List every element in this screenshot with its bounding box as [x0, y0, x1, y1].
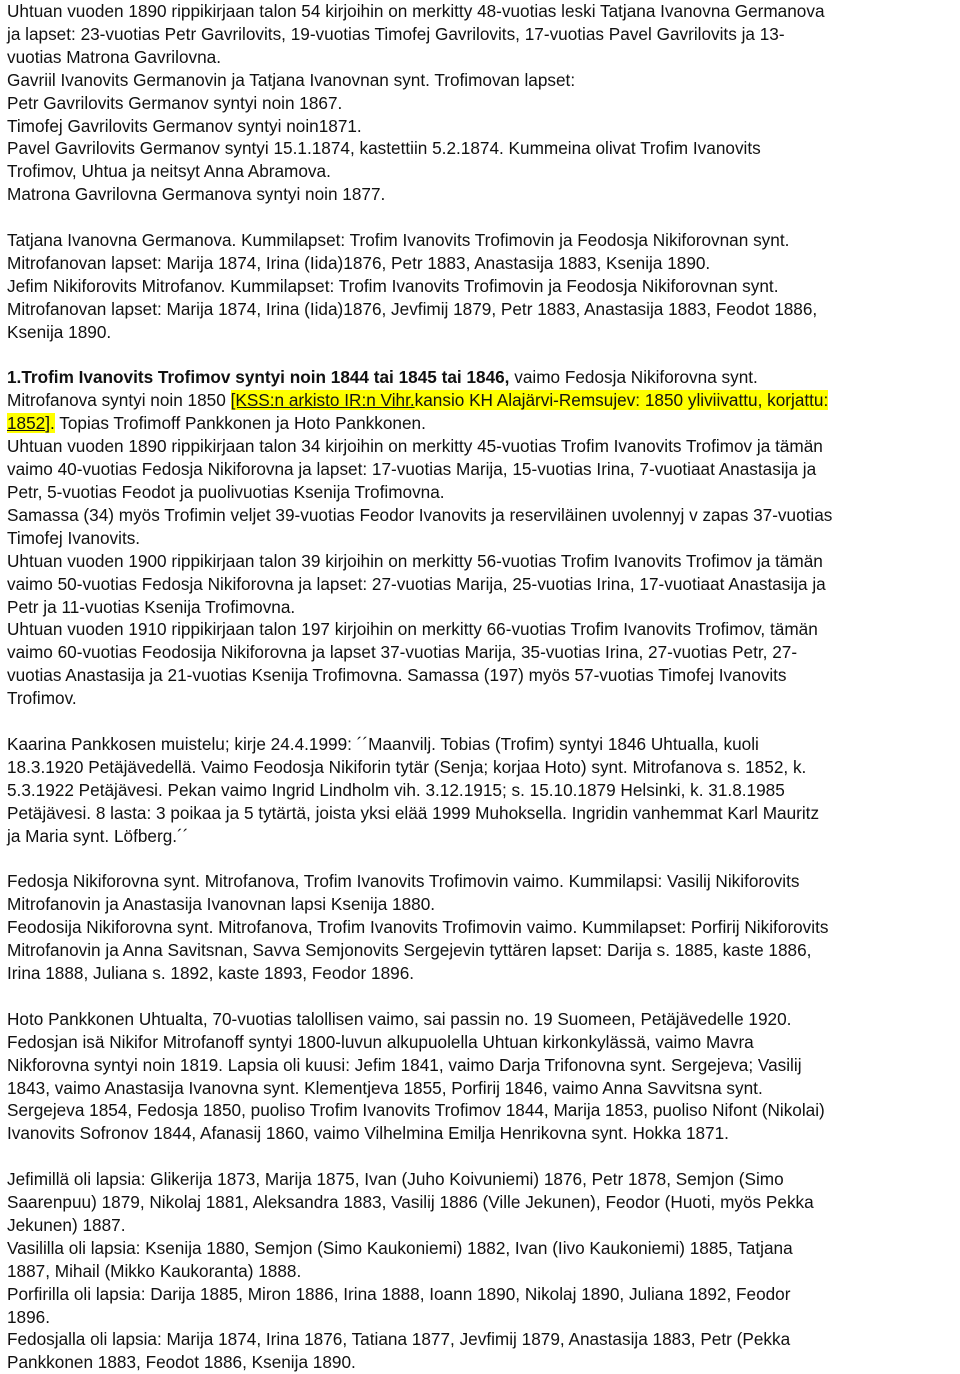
text-line: 18.3.1920 Petäjävedellä. Vaimo Feodosja Nikiforin tytär (Senja; korjaa Hoto) synt. Mitrofanova s. 1852, k.: [7, 756, 807, 777]
text-fragment: vaimo Fedosja Nikiforovna synt.: [509, 367, 758, 388]
trofim-heading-line: [7, 366, 957, 389]
text-line: vuotias Matrona Gavrilovna.: [7, 46, 221, 67]
paragraph-gap: [7, 206, 957, 229]
text-line: Uhtuan vuoden 1890 rippikirjaan talon 34 kirjoihin on merkitty 45-vuotias Trofim Ivanovits Trofimov ja tämän: [7, 436, 823, 457]
highlighted-note: kansio KH Alajärvi-Remsujev: 1850 yliviivattu, korjattu:: [414, 390, 829, 411]
document-page: [7, 0, 957, 1374]
letter-section: [7, 733, 957, 848]
text-line: Hoto Pankkonen Uhtualta, 70-vuotias talollisen vaimo, sai passin no. 19 Suomeen, Petäjävedelle 1920.: [7, 1008, 792, 1029]
highlighted-year: 1852: [7, 413, 46, 434]
text-line: Uhtuan vuoden 1900 rippikirjaan talon 39 kirjoihin on merkitty 56-vuotias Trofim Ivanovits Trofimov ja tämän: [7, 550, 823, 571]
text-line: Ksenija 1890.: [7, 321, 112, 342]
text-line: Pavel Gavrilovits Germanov syntyi 15.1.1874, kastettiin 5.2.1874. Kummeina olivat Trofim Ivanovits: [7, 138, 761, 159]
text-line: vaimo 60-vuotias Feodosija Nikiforovna ja lapset 37-vuotias Marija, 35-vuotias Irina, 27-vuotias Petr, 27-: [7, 642, 798, 663]
highlighted-note: ].: [45, 413, 55, 434]
text-line: Ivanovits Sofronov 1844, Afanasij 1860, vaimo Vilhelmina Emilja Henrikovna synt. Hokka 1871.: [7, 1123, 729, 1144]
text-line: Jefim Nikiforovits Mitrofanov. Kummilapset: Trofim Ivanovits Trofimovin ja Feodosja Nikiforovnan synt.: [7, 275, 779, 296]
text-line: Fedosjalla oli lapsia: Marija 1874, Irina 1876, Tatiana 1877, Jevfimij 1879, Anastasija 1883, Petr (Pekka: [7, 1329, 791, 1350]
highlighted-source-ref: [KSS:n arkisto IR:n Vihr.: [230, 390, 415, 411]
text-line: Porfirilla oli lapsia: Darija 1885, Miron 1886, Irina 1888, Ioann 1890, Nikolaj 1890, Juliana 1892, Feodor: [7, 1283, 791, 1304]
text-line: vuotias Anastasija ja 21-vuotias Ksenija Trofimovna. Samassa (197) myös 57-vuotias Timofej Ivanovits: [7, 665, 787, 686]
text-line: Fedosjan isä Nikifor Mitrofanoff syntyi 1800-luvun alkupuolella Uhtuan kirkonkylässä, vaimo Mavra: [7, 1031, 754, 1052]
text-line: ja Maria synt. Löfberg.´´: [7, 825, 189, 846]
text-line: Pankkonen 1883, Feodot 1886, Ksenija 1890.: [7, 1352, 356, 1373]
text-line: Saarenpuu) 1879, Nikolaj 1881, Aleksandra 1883, Vasilij 1886 (Ville Jekunen), Feodor (Huoti, myös Pekka: [7, 1192, 814, 1213]
text-line: [7, 389, 957, 412]
text-line: Kaarina Pankkosen muistelu; kirje 24.4.1999: ´´Maanvilj. Tobias (Trofim) syntyi 1846 Uhtualla, kuoli: [7, 733, 759, 754]
text-line: Petr Gavrilovits Germanov syntyi noin 1867.: [7, 92, 343, 113]
paragraph-gap: [7, 1145, 957, 1168]
paragraph-gap: [7, 847, 957, 870]
text-line: Matrona Gavrilovna Germanova syntyi noin 1877.: [7, 184, 386, 205]
text-line: 1896.: [7, 1306, 51, 1327]
text-line: [7, 412, 957, 435]
text-fragment: Topias Trofimoff Pankkonen ja Hoto Pankkonen.: [54, 413, 426, 434]
text-line: Jefimillä oli lapsia: Glikerija 1873, Marija 1875, Ivan (Juho Koivuniemi) 1876, Petr 1878, Semjon (Simo: [7, 1169, 784, 1190]
text-line: Jekunen) 1887.: [7, 1214, 126, 1235]
intro-section: [7, 0, 957, 206]
text-line: 1887, Mihail (Mikko Kaukoranta) 1888.: [7, 1260, 302, 1281]
paragraph-gap: [7, 344, 957, 367]
trofim-section: [7, 366, 957, 710]
fedosja-section: [7, 870, 957, 985]
text-line: Uhtuan vuoden 1890 rippikirjaan talon 54 kirjoihin on merkitty 48-vuotias leski Tatjana Ivanovna Germanova: [7, 1, 825, 21]
text-line: vaimo 50-vuotias Fedosja Nikiforovna ja lapset: 27-vuotias Marija, 25-vuotias Irina, 17-vuotiaat Anastasija ja: [7, 573, 826, 594]
text-line: Trofimov, Uhtua ja neitsyt Anna Abramova.: [7, 161, 331, 182]
trofim-heading: 1.Trofim Ivanovits Trofimov syntyi noin 1844 tai 1845 tai 1846,: [7, 367, 510, 388]
text-line: Feodosija Nikiforovna synt. Mitrofanova, Trofim Ivanovits Trofimovin vaimo. Kummilapset: Porfirij Nikiforovits: [7, 917, 829, 938]
text-line: Petäjävesi. 8 lasta: 3 poikaa ja 5 tytärtä, joista yksi elää 1999 Muhoksella. Ingridin vanhemmat Karl Mauritz: [7, 802, 820, 823]
text-line: ja lapset: 23-vuotias Petr Gavrilovits, 19-vuotias Timofej Gavrilovits, 17-vuotias Pavel Gavrilovits ja 13-: [7, 23, 785, 44]
paragraph-gap: [7, 710, 957, 733]
text-line: Petr ja 11-vuotias Ksenija Trofimovna.: [7, 596, 296, 617]
text-line: Timofej Gavrilovits Germanov syntyi noin1871.: [7, 115, 362, 136]
text-line: Irina 1888, Juliana s. 1892, kaste 1893, Feodor 1896.: [7, 963, 415, 983]
paragraph-gap: [7, 985, 957, 1008]
text-line: 1843, vaimo Anastasija Ivanovna synt. Klementjeva 1855, Porfirij 1846, vaimo Anna Savvitsna synt.: [7, 1077, 763, 1098]
text-line: Vasililla oli lapsia: Ksenija 1880, Semjon (Simo Kaukoniemi) 1882, Ivan (Iivo Kaukoniemi) 1885, Tatjana: [7, 1237, 793, 1258]
text-line: Timofej Ivanovits.: [7, 527, 141, 548]
text-fragment: Mitrofanova syntyi noin 1850: [7, 390, 231, 411]
text-line: Sergejeva 1854, Fedosja 1850, puoliso Trofim Ivanovits Trofimov 1844, Marija 1853, puoliso Nifont (Nikolai): [7, 1100, 825, 1121]
text-line: Uhtuan vuoden 1910 rippikirjaan talon 197 kirjoihin on merkitty 66-vuotias Trofim Ivanovits Trofimov, tämän: [7, 619, 818, 640]
text-line: Fedosja Nikiforovna synt. Mitrofanova, Trofim Ivanovits Trofimovin vaimo. Kummilapsi: Vasilij Nikiforovits: [7, 871, 800, 892]
text-line: Mitrofanovan lapset: Marija 1874, Irina (Iida)1876, Jevfimij 1879, Petr 1883, Anastasija 1883, Feodot 1886,: [7, 298, 818, 319]
text-line: vaimo 40-vuotias Fedosja Nikiforovna ja lapset: 17-vuotias Marija, 15-vuotias Irina, 7-vuotiaat Anastasija ja: [7, 459, 817, 480]
text-line: Samassa (34) myös Trofimin veljet 39-vuotias Feodor Ivanovits ja reserviläinen uvolennyj v zapas 37-vuotias: [7, 504, 833, 525]
text-line: Petr, 5-vuotias Feodot ja puolivuotias Ksenija Trofimovna.: [7, 482, 445, 502]
text-line: Tatjana Ivanovna Germanova. Kummilapset: Trofim Ivanovits Trofimovin ja Feodosja Nikiforovnan synt.: [7, 230, 790, 251]
hoto-section: [7, 1008, 957, 1145]
text-line: Trofimov.: [7, 688, 77, 709]
children-section: [7, 1168, 957, 1374]
text-line: Mitrofanovan lapset: Marija 1874, Irina (Iida)1876, Petr 1883, Anastasija 1883, Ksenija 1890.: [7, 252, 711, 273]
text-line: Nikforovna syntyi noin 1819. Lapsia oli kuusi: Jefim 1841, vaimo Darja Trifonovna synt. Sergejeva; Vasilij: [7, 1054, 802, 1075]
godparents-section: [7, 229, 957, 344]
text-line: Mitrofanovin ja Anastasija Ivanovnan lapsi Ksenija 1880.: [7, 894, 436, 915]
text-line: Mitrofanovin ja Anna Savitsnan, Savva Semjonovits Sergejevin tyttären lapset: Darija s. 1885, kaste 1886,: [7, 940, 812, 961]
text-line: 5.3.1922 Petäjävesi. Pekan vaimo Ingrid Lindholm vih. 3.12.1915; s. 15.10.1879 Helsinki, k. 31.8.1985: [7, 779, 785, 800]
text-line: Gavriil Ivanovits Germanovin ja Tatjana Ivanovnan synt. Trofimovan lapset:: [7, 69, 576, 90]
